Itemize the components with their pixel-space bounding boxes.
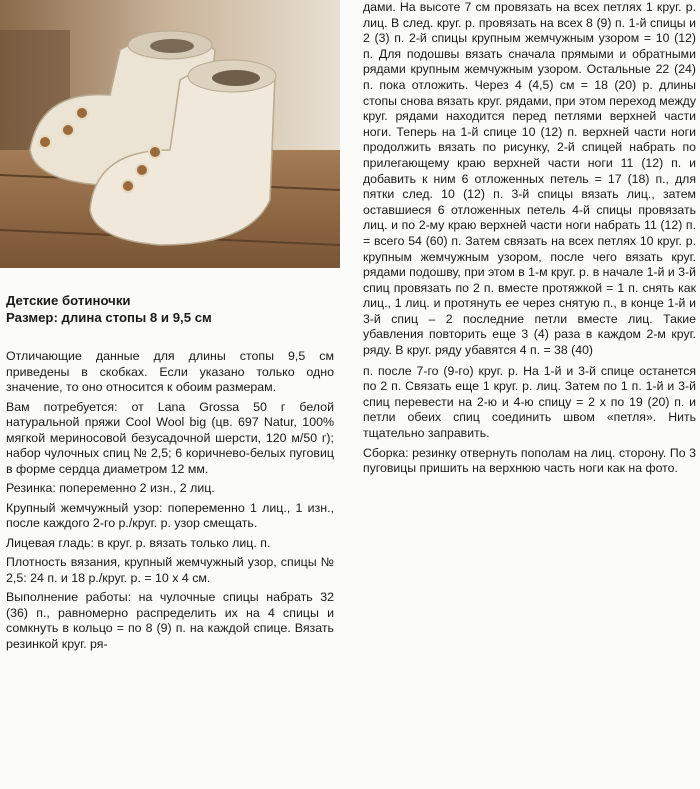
para-instructions-main: дами. На высоте 7 см провязать на всех петлях 1 круг. р. лиц. В след. круг. р. провязать на всех 8 (9) п. 1-й спицы и 2 (3) п. 2-й спицы крупным жемчужным узором = 10 (12) п. Для подошвы вязать сначала прямыми и обратными рядами крупным жемчужным узором. Остальные 22 (24) п. пока отложить. Через 4 (4,5) см = 18 (20) р. длины стопы снова вязать круг. рядами, при этом переход между круг. рядами находится перед петлями верхней части ноги. Теперь на 1-й спице 10 (12) п. верхней части ноги продолжить вязать по рисунку, 2-й спицей набрать по прилегающему краю верхней части ноги 11 (12) п. и добавить к ним 6 отложенных петель = 17 (18) п., для пятки след. 10 (12) п. 3-й спицы вязать лиц., затем оставшиеся 6 отложенных петель 4-й спицы провязать лиц. и по 2-му краю верхней части ноги набрать 11 (12) п. = всего 54 (60) п. Затем связать на всех петлях 10 круг. р. крупным жемчужным узором, после чего вязать круг. рядами подошву, при этом в 1-м круг. р. в начале 1-й и 3-й спиц провязать по 2 п. вместе протяжкой = 1 п. снять как лиц., 1 лиц. и протянуть ее через снятую п., в конце 1-й и 3-й спиц – 2 последние петли вместе лиц. Такие убавления повторить еще 3 (4) раза в каждом 2-м круг. ряду. В круг. ряду убавятся 4 п. = 38 (40) (363, 0, 696, 358)
para-gauge: Плотность вязания, крупный жемчужный узор, спицы № 2,5: 24 п. и 18 р./круг. р. = 10 х 4 см. (6, 555, 334, 585)
left-column (6, 292, 334, 656)
para-seed-stitch: Крупный жемчужный узор: попеременно 1 лиц., 1 изн., после каждого 2-го р./круг. р. узор смещать. (6, 500, 334, 530)
para-instructions-finish: п. после 7-го (9-го) круг. р. На 1-й и 3-й спице останется по 2 п. Связать еще 1 круг. р. лиц. Затем по 1 п. 1-й и 3-й спиц перевести на 2-ю и 4-ю спицу = 2 х по 19 (20) п. и петли обеих спиц соединить швом «петля». Нить тщательно заправить. (363, 363, 696, 441)
para-assembly: Сборка: резинку отвернуть пополам на лиц. сторону. По 3 пуговицы пришить на верхнюю часть ноги как на фото. (363, 445, 696, 476)
para-materials: Вам потребуется: от Lana Grossa 50 г белой натуральной пряжи Cool Wool big (цв. 697 Natur, 100% мягкой мериносовой безусадочной шерсти, 120 м/50 г); набор чулочных спиц № 2,5; 6 коричнево-белых пуговиц в форме сердца диаметром 12 мм. (6, 399, 334, 476)
article-title: Детские ботиночки (6, 293, 131, 308)
spacer (6, 326, 334, 349)
booties-photo (0, 0, 340, 268)
size-line: Размер: длина стопы 8 и 9,5 см (6, 310, 212, 325)
right-column (363, 0, 696, 477)
para-sizes-note: Отличающие данные для длины стопы 9,5 см приведены в скобках. Если указано только одно значение, то оно относится к обоим размерам. (6, 349, 334, 394)
para-stockinette: Лицевая гладь: в круг. р. вязать только лиц. п. (6, 535, 271, 550)
para-instructions-start: Выполнение работы: на чулочные спицы набрать 32 (36) п., равномерно распределить их на 4 спицы и сомкнуть в кольцо = по 8 (9) п. на каждой спице. Вязать резинкой круг. ря- (6, 590, 334, 651)
para-rib: Резинка: попеременно 2 изн., 2 лиц. (6, 481, 215, 495)
